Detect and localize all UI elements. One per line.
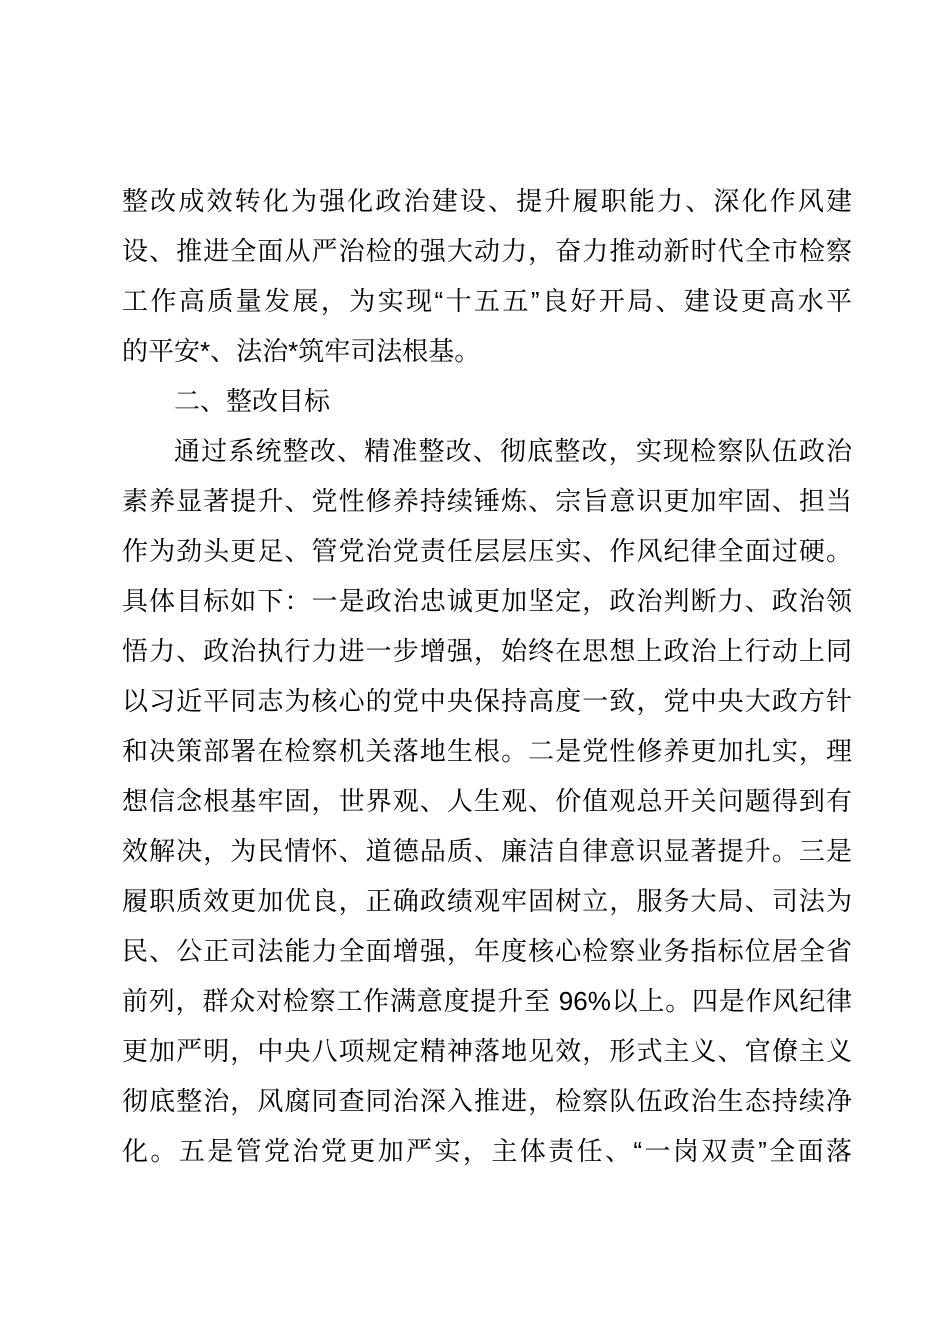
text-line: 设、推进全面从严治检的强大动力，奋力推动新时代全市检察 xyxy=(122,236,852,266)
text-line: 具体目标如下：一是政治忠诚更加坚定，政治判断力、政治领 xyxy=(122,586,852,616)
section-heading-line: 二、整改目标 xyxy=(174,386,331,416)
text-line: 更加严明，中央八项规定精神落地见效，形式主义、官僚主义 xyxy=(122,1036,852,1066)
text-line: 彻底整治，风腐同查同治深入推进，检察队伍政治生态持续净 xyxy=(122,1086,852,1116)
text-line: 效解决，为民情怀、道德品质、廉洁自律意识显著提升。三是 xyxy=(122,836,852,866)
text-line: 化。五是管党治党更加严实，主体责任、“一岗双责”全面落 xyxy=(122,1136,852,1166)
document-text-block xyxy=(122,176,852,1176)
text-line: 履职质效更加优良，正确政绩观牢固树立，服务大局、司法为 xyxy=(122,886,852,916)
text-line: 和决策部署在检察机关落地生根。二是党性修养更加扎实，理 xyxy=(122,736,852,766)
text-line: 通过系统整改、精准整改、彻底整改，实现检察队伍政治 xyxy=(174,436,852,466)
text-line: 整改成效转化为强化政治建设、提升履职能力、深化作风建 xyxy=(122,186,852,216)
text-line: 民、公正司法能力全面增强，年度核心检察业务指标位居全省 xyxy=(122,936,852,966)
text-line: 的平安*、法治*筑牢司法根基。 xyxy=(122,336,481,366)
text-line: 作为劲头更足、管党治党责任层层压实、作风纪律全面过硬。 xyxy=(122,536,852,566)
text-line: 以习近平同志为核心的党中央保持高度一致，党中央大政方针 xyxy=(122,686,852,716)
text-line: 工作高质量发展，为实现“十五五”良好开局、建设更高水平 xyxy=(122,286,852,316)
text-line: 悟力、政治执行力进一步增强，始终在思想上政治上行动上同 xyxy=(122,636,852,666)
text-line: 前列，群众对检察工作满意度提升至 96%以上。四是作风纪律 xyxy=(122,986,852,1016)
text-line: 素养显著提升、党性修养持续锤炼、宗旨意识更加牢固、担当 xyxy=(122,486,852,516)
text-line: 想信念根基牢固，世界观、人生观、价值观总开关问题得到有 xyxy=(122,786,852,816)
